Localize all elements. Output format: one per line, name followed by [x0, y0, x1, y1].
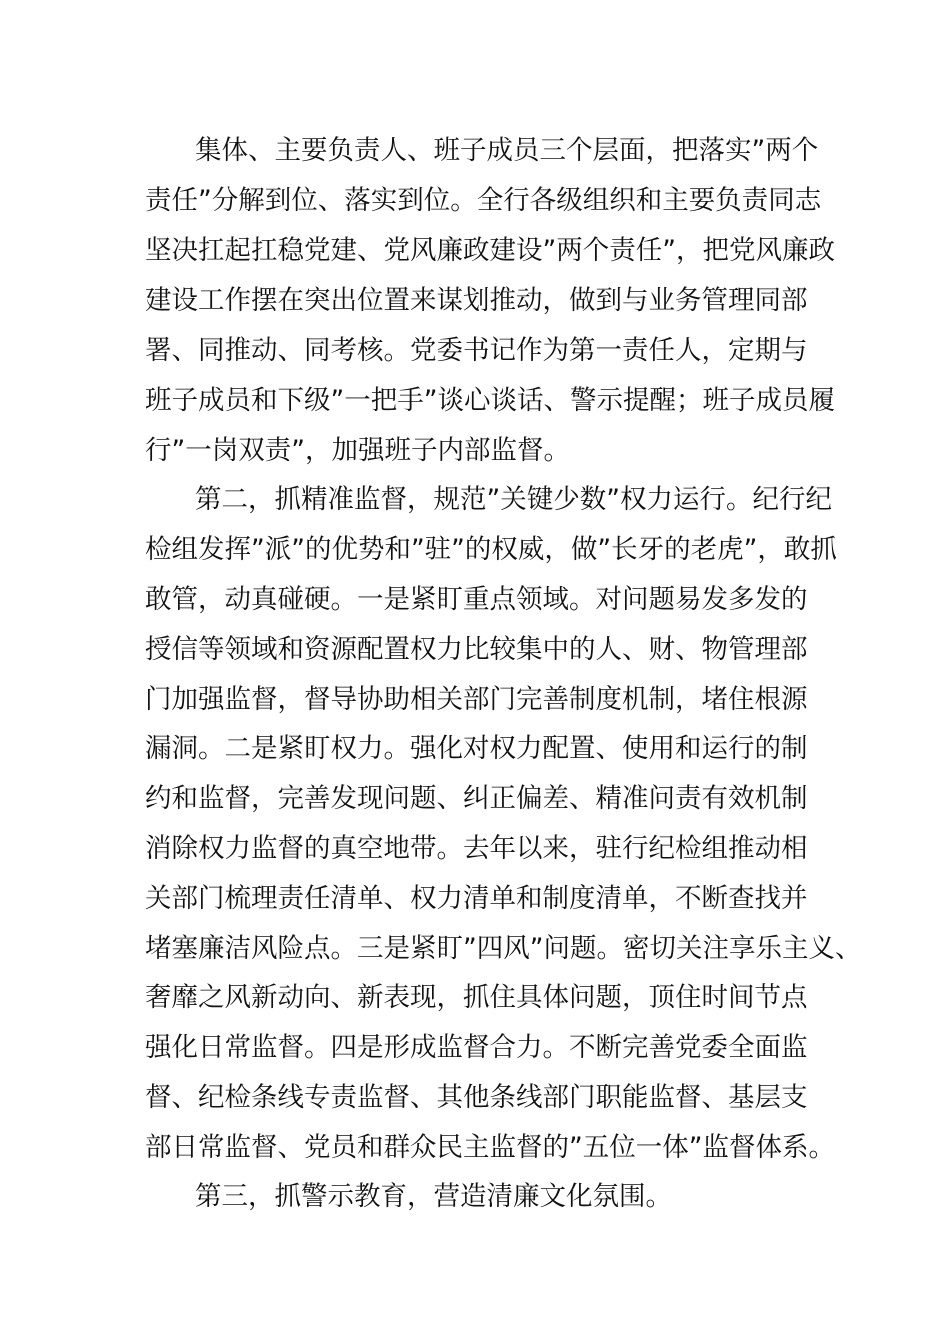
text-line-22: 第三，抓警示教育，营造清廉文化氛围。 — [195, 1181, 672, 1212]
text-line-8: 第二，抓精准监督，规范”关键少数”权力运行。纪行纪 — [195, 484, 832, 515]
text-line-1: 集体、主要负责人、班子成员三个层面，把落实”两个 — [195, 135, 819, 166]
text-line-4: 建设工作摆在突出位置来谋划推动，做到与业务管理同部 — [145, 285, 808, 316]
text-line-21: 部日常监督、党员和群众民主监督的”五位一体”监督体系。 — [145, 1132, 835, 1163]
text-line-20: 督、纪检条线专责监督、其他条线部门职能监督、基层支 — [145, 1082, 808, 1113]
text-line-17: 堵塞廉洁风险点。三是紧盯”四风”问题。密切关注享乐主义、 — [145, 933, 862, 964]
text-line-12: 门加强监督，督导协助相关部门完善制度机制，堵住根源 — [145, 684, 808, 715]
text-line-16: 关部门梳理责任清单、权力清单和制度清单，不断查找并 — [145, 883, 808, 914]
text-line-3: 坚决扛起扛稳党建、党风廉政建设”两个责任”，把党风廉政 — [145, 235, 835, 266]
text-line-9: 检组发挥”派”的优势和”驻”的权威，做”长牙的老虎”，敢抓 — [145, 534, 837, 565]
text-line-14: 约和监督，完善发现问题、纠正偏差、精准问责有效机制 — [145, 783, 808, 814]
text-line-5: 署、同推动、同考核。党委书记作为第一责任人，定期与 — [145, 335, 808, 366]
text-line-2: 责任”分解到位、落实到位。全行各级组织和主要负责同志 — [145, 185, 822, 216]
text-line-19: 强化日常监督。四是形成监督合力。不断完善党委全面监 — [145, 1032, 808, 1063]
text-line-11: 授信等领域和资源配置权力比较集中的人、财、物管理部 — [145, 634, 808, 665]
text-line-15: 消除权力监督的真空地带。去年以来，驻行纪检组推动相 — [145, 833, 808, 864]
text-line-7: 行”一岗双责”，加强班子内部监督。 — [145, 435, 570, 466]
text-line-6: 班子成员和下级”一把手”谈心谈话、警示提醒；班子成员履 — [145, 385, 835, 416]
text-line-18: 奢靡之风新动向、新表现，抓住具体问题，顶住时间节点 — [145, 982, 808, 1013]
text-line-10: 敢管，动真碰硬。一是紧盯重点领域。对问题易发多发的 — [145, 584, 808, 615]
text-line-13: 漏洞。二是紧盯权力。强化对权力配置、使用和运行的制 — [145, 733, 808, 764]
